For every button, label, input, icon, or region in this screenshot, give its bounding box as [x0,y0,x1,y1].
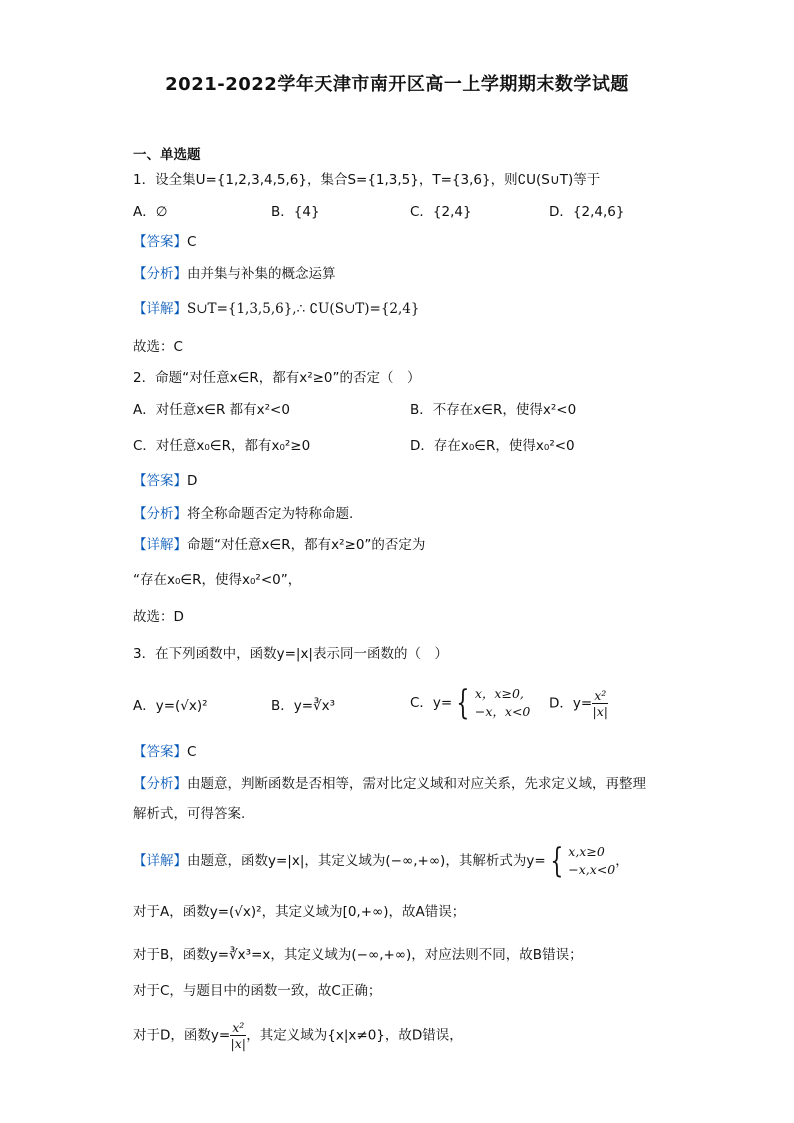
q3-analysis-line2: 解析式，可得答案. [133,806,246,822]
analysis-tag: 【分析】 [133,506,187,522]
section-heading: 一、单选题 [133,147,201,163]
fraction-numerator: x² [594,688,607,703]
q3-option-d-fraction [592,688,608,719]
answer-tag: 【答案】 [133,473,187,489]
q3-option-b: B．y=∛x³ [271,698,336,714]
q2-detail-row [133,536,425,554]
answer-tag: 【答案】 [133,744,187,760]
q3-option-c-case2: −x，x<0 [474,704,531,719]
q1-answer: C [187,234,197,250]
q3-detail-line1-end: ， [615,853,629,869]
q1-analysis-row [133,265,336,283]
fraction-numerator: x² [232,1020,245,1035]
q3-detail-line1: 由题意，函数y=|x|，其定义域为(−∞,+∞)，其解析式为y= [187,853,546,869]
q3-detail-row [133,843,629,879]
fraction-denominator: |x| [592,704,608,719]
analysis-tag: 【分析】 [133,266,187,282]
q1-option-b: B．{4} [271,204,320,220]
q3-line-d-prefix: 对于D，函数y= [133,1027,231,1044]
q3-answer: C [187,744,197,760]
q3-option-d-prefix: D．y= [549,695,593,712]
q3-stem: 3．在下列函数中，函数y=|x|表示同一函数的（ ） [133,646,448,662]
q3-option-c-cases [475,685,531,721]
q1-answer-row [133,233,196,251]
q3-line-c: 对于C，与题目中的函数一致，故C正确； [133,983,382,999]
q3-option-c-prefix: C．y= [410,695,453,711]
q3-option-c [410,685,530,721]
q3-option-a: A．y=(√x)² [133,698,208,714]
left-brace-icon: { [456,683,470,723]
q2-detail-line2: “存在x₀∈R，使得x₀²<0”， [133,572,302,588]
left-brace-icon: { [549,841,563,881]
q1-detail: S∪T={1,3,5,6},∴ ∁U(S∪T)={2,4} [187,301,420,317]
detail-tag: 【详解】 [133,537,187,553]
q3-line-a: 对于A，函数y=(√x)²，其定义域为[0,+∞)，故A错误； [133,904,466,920]
q1-detail-row [133,300,419,318]
q2-conclusion: 故选：D [133,609,184,625]
q2-option-a: A．对任意x∈R 都有x²<0 [133,402,290,418]
q2-option-c: C．对任意x₀∈R，都有x₀²≥0 [133,438,311,454]
fraction-denominator: |x| [230,1036,246,1051]
q2-answer: D [187,473,198,489]
page-title: 2021-2022学年天津市南开区高一上学期期末数学试题 [165,74,629,95]
q3-option-c-case1: x，x≥0, [474,686,524,701]
q1-option-a: A．∅ [133,204,168,220]
q3-answer-row [133,743,196,761]
q1-option-c: C．{2,4} [410,204,472,220]
q2-analysis: 将全称命题否定为特称命题. [187,506,354,522]
q2-analysis-row [133,505,353,523]
q3-detail-cases [568,843,615,879]
q3-line-d-fraction [230,1020,246,1051]
q1-option-d: D．{2,4,6} [549,204,625,220]
q2-stem: 2．命题“对任意x∈R，都有x²≥0”的否定（ ） [133,370,421,386]
q3-line-d [133,1020,463,1051]
q1-analysis: 由并集与补集的概念运算 [187,266,336,282]
q3-analysis-line1: 由题意，判断函数是否相等，需对比定义域和对应关系，先求定义域，再整理 [187,776,646,792]
q2-detail: 命题“对任意x∈R，都有x²≥0”的否定为 [187,537,426,553]
answer-tag: 【答案】 [133,234,187,250]
q2-option-b: B．不存在x∈R，使得x²<0 [410,402,577,418]
q3-option-d [549,688,608,719]
q3-line-b: 对于B，函数y=∛x³=x，其定义域为(−∞,+∞)，对应法则不同，故B错误； [133,947,583,963]
q1-conclusion: 故选：C [133,339,183,355]
q2-option-d: D．存在x₀∈R，使得x₀²<0 [410,438,575,454]
q2-answer-row [133,472,197,490]
q3-analysis-row [133,775,646,793]
q3-detail-case1: x,x≥0 [568,844,605,859]
q3-line-d-suffix: ，其定义域为{x|x≠0}，故D错误， [246,1027,463,1044]
detail-tag: 【详解】 [133,301,187,317]
detail-tag: 【详解】 [133,853,187,869]
q3-detail-case2: −x,x<0 [568,862,616,877]
q1-stem: 1．设全集U={1,2,3,4,5,6}，集合S={1,3,5}，T={3,6}，则∁U(S∪T)等于 [133,172,601,188]
analysis-tag: 【分析】 [133,776,187,792]
